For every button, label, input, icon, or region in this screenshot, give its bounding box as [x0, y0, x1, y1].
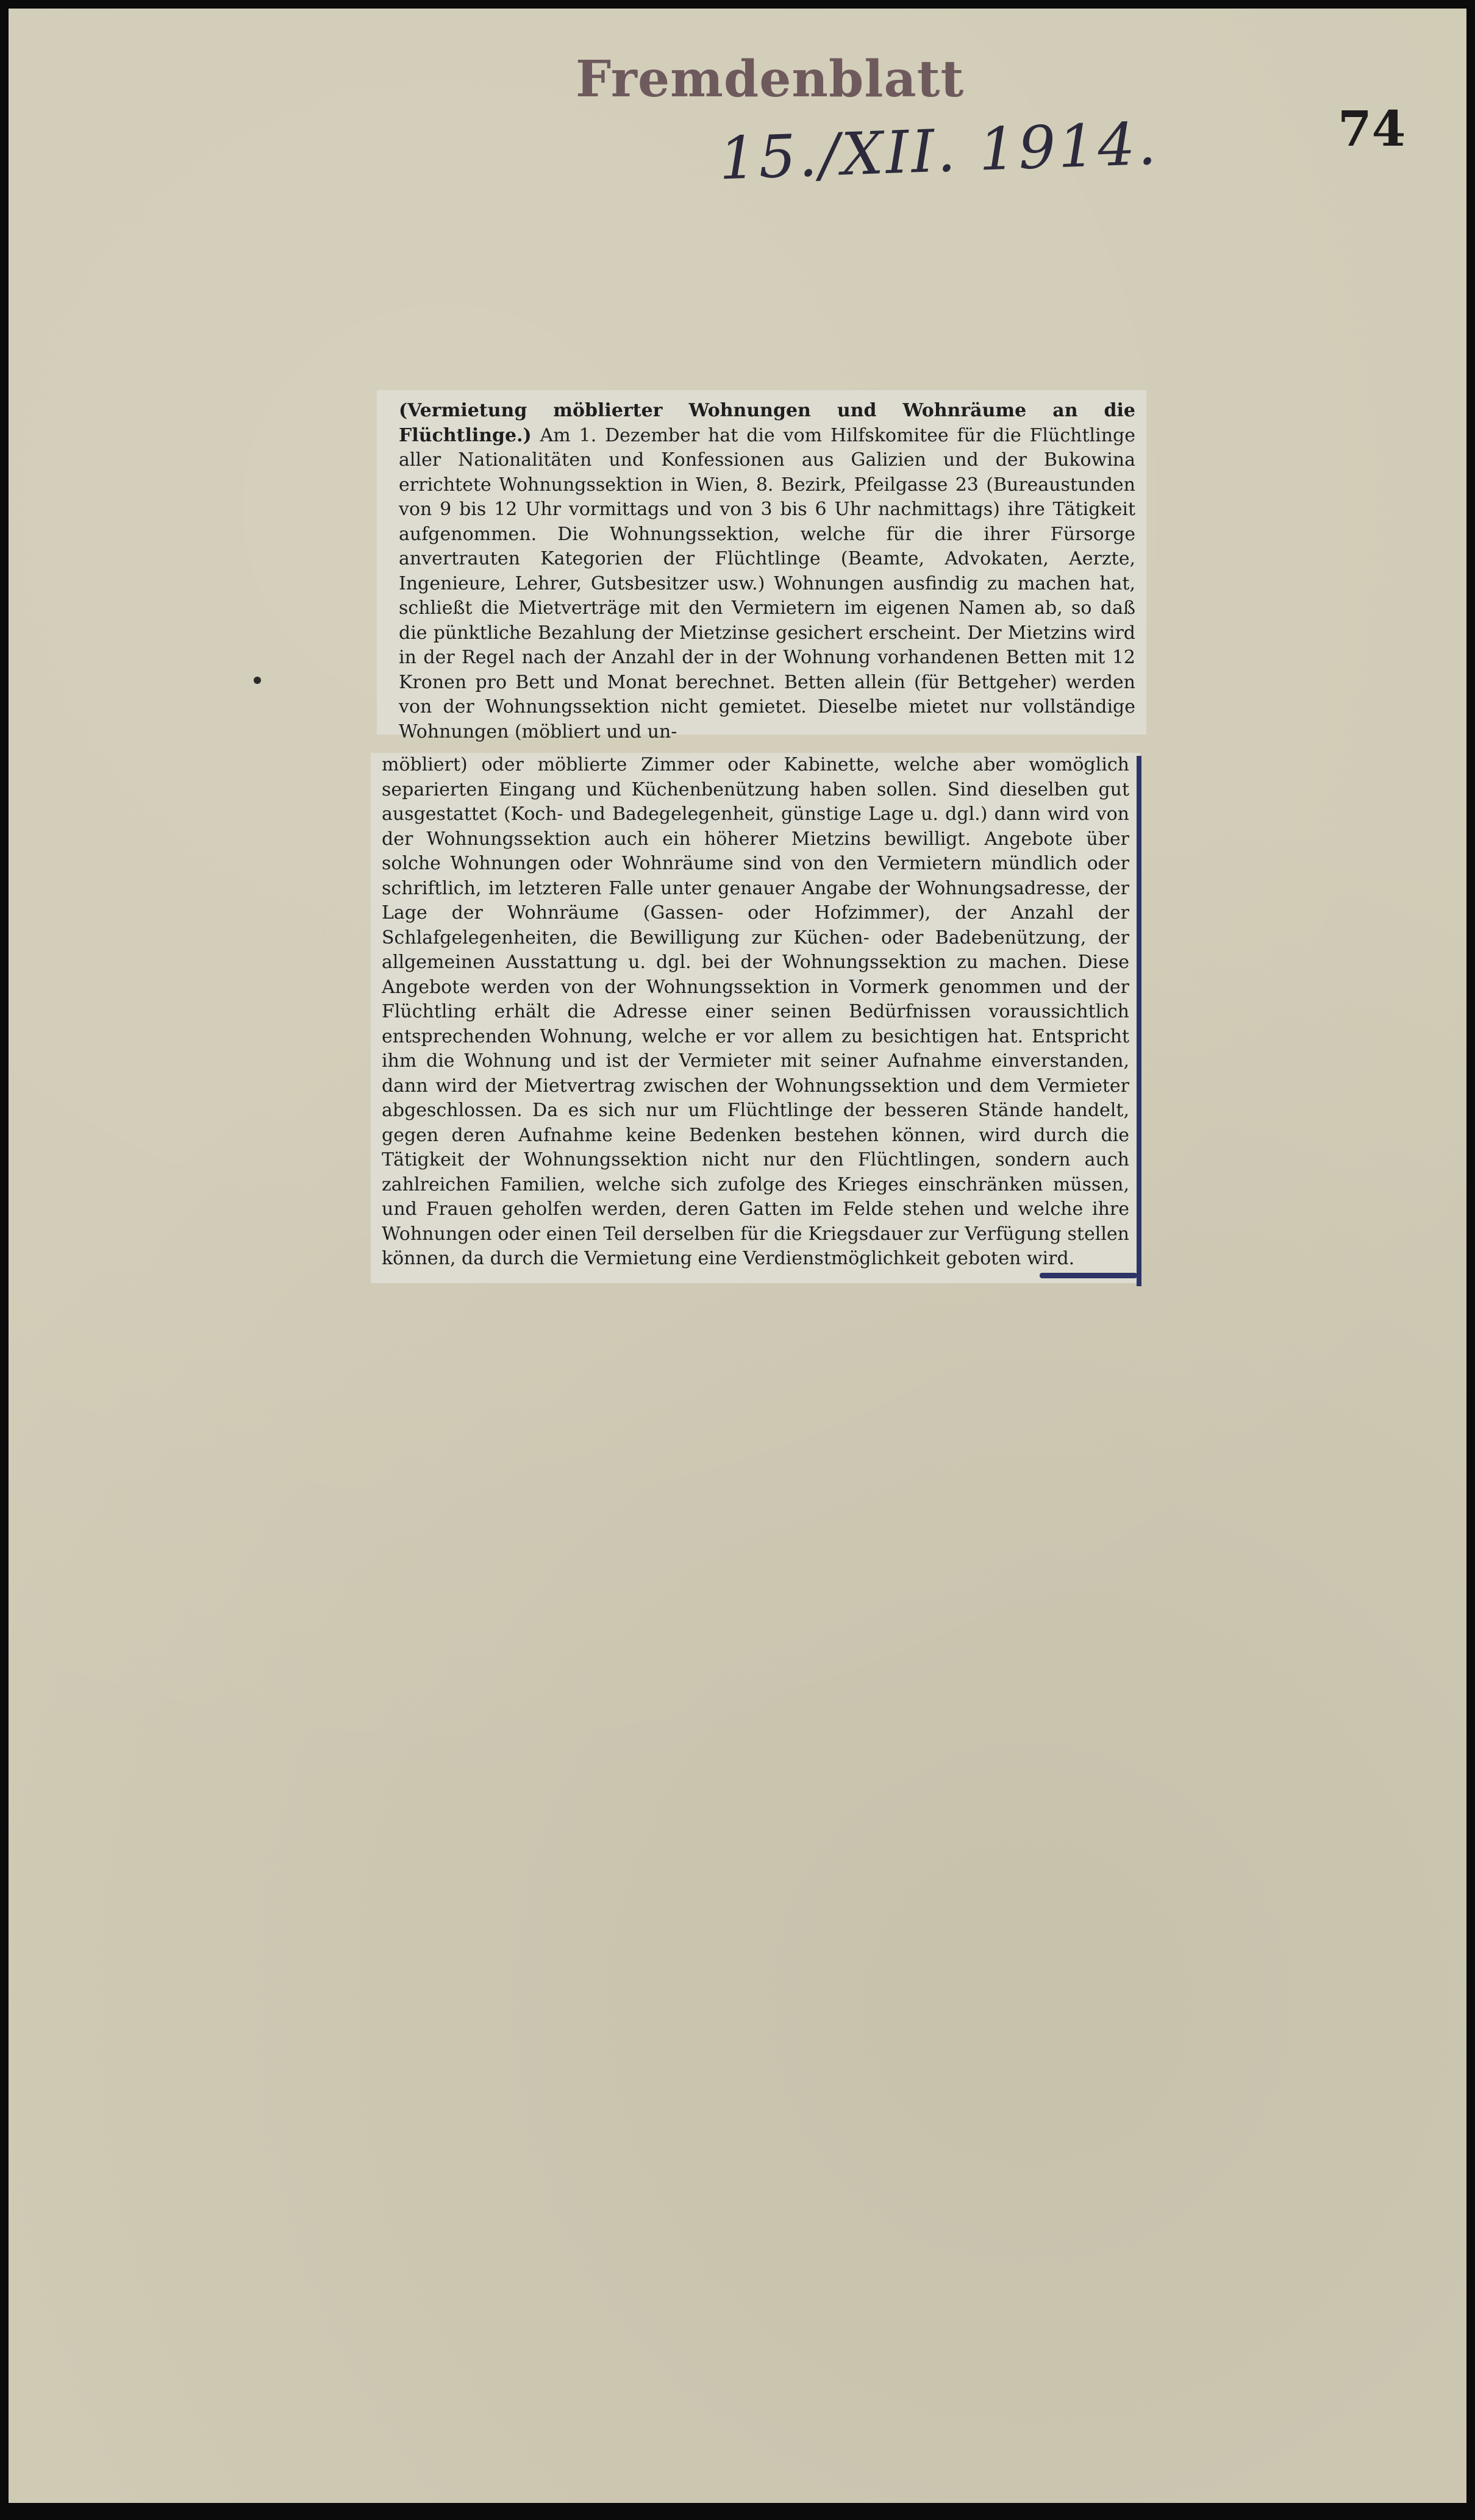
article-headline: (Vermietung möblierter Wohnungen und Wohnräume an die Flüchtlinge.): [399, 400, 1135, 446]
page-number: 74: [1338, 100, 1406, 157]
newspaper-stamp: Fremdenblatt: [576, 50, 965, 109]
pencil-bracket-right: [1137, 756, 1141, 1286]
clipping-paragraph-2: möbliert) oder möblierte Zimmer oder Kabinette, welche aber womöglich separierten Eingang und Küchenbenützung haben sollen. Sind dieselben gut ausgestattet (Koch- und Badegelegenheit, günstige Lage u. dgl.) dann wird von der Wohnungssektion auch ein höherer Mietzins bewilligt. Angebote über solche Wohnungen oder Wohnräume sind von den Vermietern mündlich oder schriftlich, im letzteren Falle unter genauer Angabe der Wohnungsadresse, der Lage der Wohnräume (Gassen- oder Hofzimmer), der Anzahl der Schlafgelegenheiten, die Bewilligung zur Küchen- oder Badebenützung, der allgemeinen Ausstattung u. dgl. bei der Wohnungssektion zu machen. Diese Angebote werden von der Wohnungssektion in Vormerk genommen und der Flüchtling erhält die Adresse einer seinen Bedürfnissen voraussichtlich entsprechenden Wohnung, welche er vor allem zu besichtigen hat. Entspricht ihm die Wohnung und ist der Vermieter mit seiner Aufnahme einverstanden, dann wird der Mietvertrag zwischen der Wohnungssektion und dem Vermieter abgeschlossen. Da es sich nur um Flüchtlinge der besseren Stände handelt, gegen deren Aufnahme keine Bedenken bestehen können, wird durch die Tätigkeit der Wohnungssektion nicht nur den Flüchtlingen, sondern auch zahlreichen Familien, welche sich zufolge des Krieges einschränken müssen, und Frauen geholfen werden, deren Gatten im Felde stehen und welche ihre Wohnungen oder einen Teil derselben für die Kriegsdauer zur Verfügung stellen können, da durch die Vermietung eine Verdienstmöglichkeit geboten wird.: [382, 754, 1129, 1269]
clipping-paragraph-1: [399, 399, 1135, 744]
pencil-bracket-bottom: [1040, 1273, 1137, 1278]
article-body-1: Am 1. Dezember hat die vom Hilfskomitee für die Flüchtlinge aller Nationalitäten und Konfessionen aus Galizien und der Bukowina errichtete Wohnungssektion in Wien, 8. Bezirk, Pfeilgasse 23 (Bureaustunden von 9 bis 12 Uhr vormittags und von 3 bis 6 Uhr nachmittags) ihre Tätigkeit aufgenommen. Die Wohnungssektion, welche für die ihrer Fürsorge anvertrauten Kategorien der Flüchtlinge (Beamte, Advokaten, Aerzte, Ingenieure, Lehrer, Gutsbesitzer usw.) Wohnungen ausfindig zu machen hat, schließt die Mietverträge mit den Vermietern im eigenen Namen ab, so daß die pünktliche Bezahlung der Mietzinse gesichert erscheint. Der Mietzins wird in der Regel nach der Anzahl der in der Wohnung vorhandenen Betten mit 12 Kronen pro Bett und Monat berechnet. Betten allein (für Bettgeher) werden von der Wohnungssektion nicht gemietet. Dieselbe mietet nur vollständige Wohnungen (möbliert und un-: [399, 424, 1135, 742]
newspaper-clipping-part-1: [377, 390, 1146, 742]
handwritten-date: 15./XII. 1914.: [718, 109, 1160, 193]
newspaper-clipping-part-2: [371, 753, 1140, 1283]
ink-speck: [254, 677, 261, 684]
